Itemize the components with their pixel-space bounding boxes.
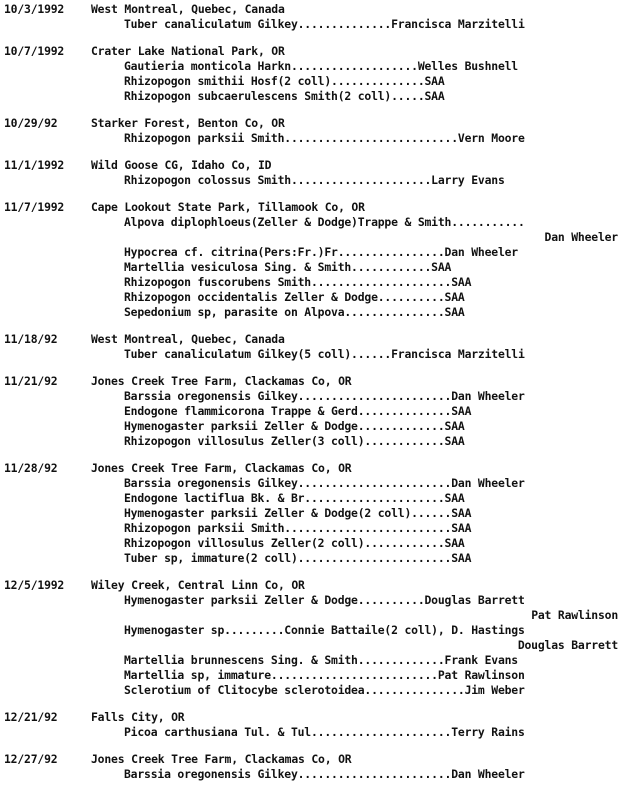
entry-date: 12/5/1992 [4, 578, 65, 592]
specimen-record: Martellia sp, immature.........................Pat Rawlinson [124, 668, 525, 682]
entry-date: 12/27/92 [4, 752, 58, 766]
specimen-record: Hymenogaster parksii Zeller & Dodge.............SAA [124, 419, 465, 433]
collection-entry [4, 116, 618, 146]
entry-header [4, 200, 618, 215]
entry-date: 10/3/1992 [4, 2, 65, 16]
entry-header [4, 461, 618, 476]
entry-location: West Montreal, Quebec, Canada [91, 332, 285, 346]
entry-location: Starker Forest, Benton Co, OR [91, 116, 285, 130]
entry-header [4, 374, 618, 389]
collector-continuation: Pat Rawlinson [531, 608, 618, 622]
entry-header [4, 158, 618, 173]
entry-header [4, 578, 618, 593]
specimen-record: Hymenogaster sp.........Connie Battaile(2 coll), D. Hastings [124, 623, 525, 637]
specimen-record: Martellia brunnescens Sing. & Smith.............Frank Evans [124, 653, 518, 667]
specimen-record: Picoa carthusiana Tul. & Tul.....................Terry Rains [124, 725, 525, 739]
entry-date: 11/1/1992 [4, 158, 65, 172]
specimen-record: Endogone lactiflua Bk. & Br.....................SAA [124, 491, 465, 505]
specimen-record: Rhizopogon parksii Smith.........................SAA [124, 521, 472, 535]
entry-location: Wild Goose CG, Idaho Co, ID [91, 158, 272, 172]
entry-date: 11/18/92 [4, 332, 58, 346]
specimen-record: Rhizopogon subcaerulescens Smith(2 coll).....SAA [124, 89, 445, 103]
specimen-record: Rhizopogon colossus Smith.....................Larry Evans [124, 173, 505, 187]
entry-date: 10/29/92 [4, 116, 58, 130]
specimen-record: Gautieria monticola Harkn...................Welles Bushnell [124, 59, 518, 73]
entry-location: Jones Creek Tree Farm, Clackamas Co, OR [91, 461, 352, 475]
specimen-record: Rhizopogon smithii Hosf(2 coll)..............SAA [124, 74, 445, 88]
entry-header [4, 752, 618, 767]
entry-date: 11/28/92 [4, 461, 58, 475]
collection-entry [4, 461, 618, 566]
entry-header [4, 332, 618, 347]
specimen-record: Rhizopogon villosulus Zeller(2 coll)............SAA [124, 536, 465, 550]
entry-location: Wiley Creek, Central Linn Co, OR [91, 578, 305, 592]
entry-location: Cape Lookout State Park, Tillamook Co, OR [91, 200, 365, 214]
collector-continuation: Douglas Barrett [517, 638, 618, 652]
collection-entry [4, 374, 618, 449]
entry-header [4, 2, 618, 17]
specimen-record: Hypocrea cf. citrina(Pers:Fr.)Fr................Dan Wheeler [124, 245, 518, 259]
entry-header [4, 116, 618, 131]
specimen-record: Sclerotium of Clitocybe sclerotoidea...............Jim Weber [124, 683, 525, 697]
collection-entry [4, 578, 618, 698]
collection-entry [4, 158, 618, 188]
entry-location: Crater Lake National Park, OR [91, 44, 285, 58]
specimen-record: Alpova diplophloeus(Zeller & Dodge)Trappe & Smith........... [124, 215, 525, 229]
collection-record-list [4, 2, 618, 794]
collection-entry [4, 332, 618, 362]
specimen-record: Rhizopogon villosulus Zeller(3 coll)............SAA [124, 434, 465, 448]
collection-entry [4, 2, 618, 32]
collection-entry [4, 44, 618, 104]
specimen-record: Tuber canaliculatum Gilkey..............Francisca Marzitelli [124, 17, 525, 31]
entry-location: Jones Creek Tree Farm, Clackamas Co, OR [91, 752, 352, 766]
entry-header [4, 710, 618, 725]
specimen-record: Sepedonium sp, parasite on Alpova...............SAA [124, 305, 465, 319]
specimen-record: Hymenogaster parksii Zeller & Dodge(2 coll)......SAA [124, 506, 472, 520]
specimen-record: Tuber canaliculatum Gilkey(5 coll)......Francisca Marzitelli [124, 347, 525, 361]
entry-date: 12/21/92 [4, 710, 58, 724]
specimen-record: Barssia oregonensis Gilkey.......................Dan Wheeler [124, 767, 525, 781]
entry-date: 11/7/1992 [4, 200, 65, 214]
specimen-record: Martellia vesiculosa Sing. & Smith............SAA [124, 260, 452, 274]
specimen-record: Hymenogaster parksii Zeller & Dodge..........Douglas Barrett [124, 593, 525, 607]
collection-entry [4, 752, 618, 782]
specimen-record: Barssia oregonensis Gilkey.......................Dan Wheeler [124, 389, 525, 403]
entry-location: Falls City, OR [91, 710, 185, 724]
specimen-record: Endogone flammicorona Trappe & Gerd..............SAA [124, 404, 472, 418]
entry-date: 11/21/92 [4, 374, 58, 388]
specimen-record: Rhizopogon fuscorubens Smith.....................SAA [124, 275, 472, 289]
specimen-record: Rhizopogon occidentalis Zeller & Dodge..........SAA [124, 290, 465, 304]
specimen-record: Rhizopogon parksii Smith..........................Vern Moore [124, 131, 525, 145]
entry-header [4, 44, 618, 59]
collector-continuation: Dan Wheeler [544, 230, 618, 244]
specimen-record: Barssia oregonensis Gilkey.......................Dan Wheeler [124, 476, 525, 490]
entry-location: West Montreal, Quebec, Canada [91, 2, 285, 16]
specimen-record: Tuber sp, immature(2 coll).......................SAA [124, 551, 472, 565]
entry-location: Jones Creek Tree Farm, Clackamas Co, OR [91, 374, 352, 388]
collection-entry [4, 710, 618, 740]
entry-date: 10/7/1992 [4, 44, 65, 58]
collection-entry [4, 200, 618, 320]
